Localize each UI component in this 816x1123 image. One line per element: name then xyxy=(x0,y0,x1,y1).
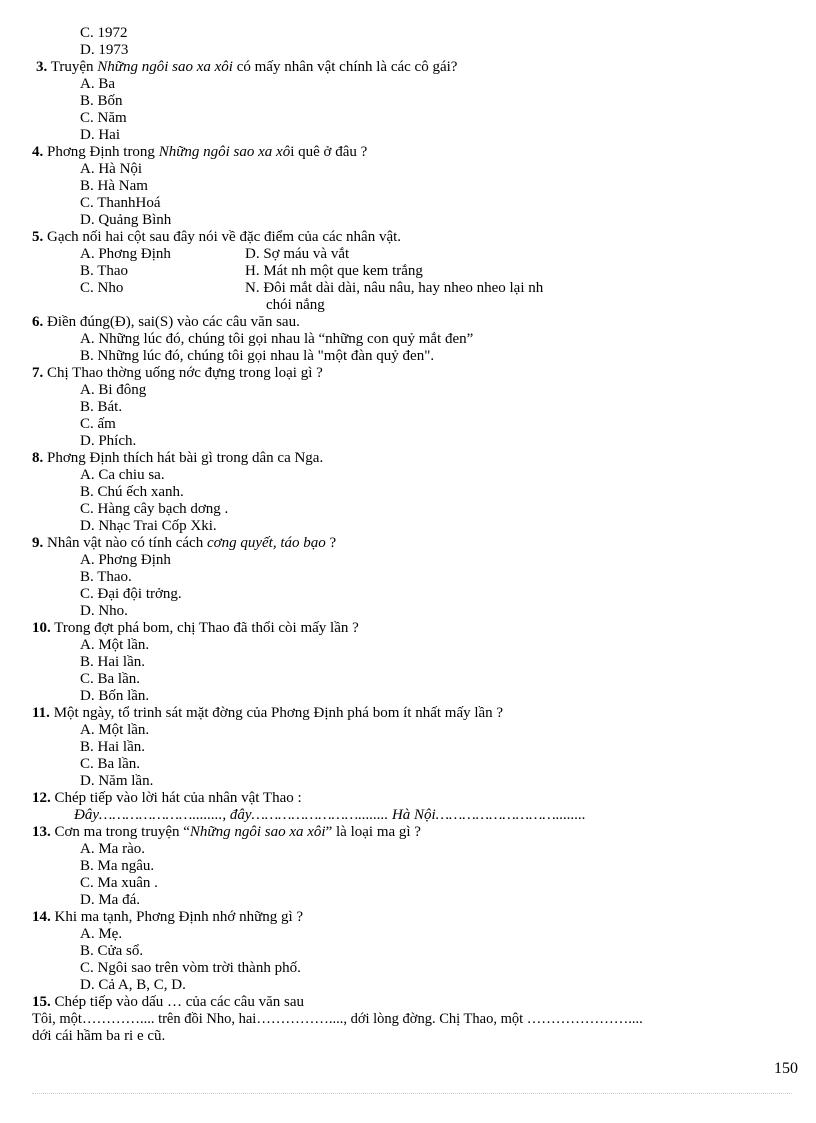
question-10: 10. Trong đợt phá bom, chị Thao đã thổi còi mấy lần ? xyxy=(32,620,359,636)
option-line: A. Hà Nội xyxy=(80,161,143,177)
question-15: 15. Chép tiếp vào dấu … của các câu văn sau xyxy=(32,994,304,1010)
footer-divider xyxy=(32,1093,792,1094)
option-line: D. 1973 xyxy=(80,42,129,58)
option-line: B. Thao. xyxy=(80,569,132,585)
question-11: 11. Một ngày, tổ trinh sát mặt đờng của Phơng Định phá bom ít nhất mấy lần ? xyxy=(32,705,504,721)
option-line: B. Bốn xyxy=(80,93,123,109)
question-14: 14. Khi ma tạnh, Phơng Định nhớ những gì ? xyxy=(32,909,304,925)
question-6: 6. Điền đúng(Đ), sai(S) vào các câu văn sau. xyxy=(32,314,300,330)
option-line: C. Ba lần. xyxy=(80,756,140,772)
option-line: A. Phơng Định xyxy=(80,552,171,568)
option-line: D. Năm lần. xyxy=(80,773,154,789)
option-line: A. Mẹ. xyxy=(80,926,123,942)
option-line: B. Bát. xyxy=(80,399,123,415)
option-line: D. Phích. xyxy=(80,433,137,449)
option-line: D. Nho. xyxy=(80,603,128,619)
option-line: D. Quảng Bình xyxy=(80,212,172,228)
option-line: B. Chú ếch xanh. xyxy=(80,484,184,500)
option-line: B. Hai lần. xyxy=(80,739,145,755)
option-line: C. Ngôi sao trên vòm trời thành phố. xyxy=(80,960,301,976)
option-line: B. Ma ngâu. xyxy=(80,858,155,874)
option-line: C. 1972 xyxy=(80,25,128,41)
option-line: A. Ba xyxy=(80,76,115,92)
fill-sentence-line: Tôi, một………….... trên đồi Nho, hai……………...., dới lòng đờng. Chị Thao, một ………………….... xyxy=(32,1011,643,1027)
option-line: C. Đại đội trởng. xyxy=(80,586,182,602)
option-line: A. Một lần. xyxy=(80,637,150,653)
question-4: 4. Phơng Định trong Những ngôi sao xa xôi quê ở đâu ? xyxy=(32,144,368,160)
question-5: 5. Gạch nối hai cột sau đây nói về đặc điểm của các nhân vật. xyxy=(32,229,402,245)
question-12: 12. Chép tiếp vào lời hát của nhân vật Thao : xyxy=(32,790,302,806)
question-3: 3. Truyện Những ngôi sao xa xôi có mấy nhân vật chính là các cô gái? xyxy=(36,59,458,75)
option-line: C. Ba lần. xyxy=(80,671,140,687)
match-row: A. Phơng Định D. Sợ máu và vắt xyxy=(80,246,350,262)
option-line: D. Cả A, B, C, D. xyxy=(80,977,186,993)
option-line: A. Ma rào. xyxy=(80,841,145,857)
option-line: D. Bốn lần. xyxy=(80,688,150,704)
option-line: C. ấm xyxy=(80,416,116,432)
option-line: B. Cửa sổ. xyxy=(80,943,144,959)
option-line: B. Hà Nam xyxy=(80,178,148,194)
match-continuation: chói nắng xyxy=(266,297,325,313)
option-line: C. Ma xuân . xyxy=(80,875,158,891)
option-line: D. Nhạc Trai Cốp Xki. xyxy=(80,518,217,534)
option-line: C. Năm xyxy=(80,110,127,126)
option-line: B. Hai lần. xyxy=(80,654,145,670)
match-row: C. Nho N. Đôi mắt dài dài, nâu nâu, hay nheo nheo lại nh xyxy=(80,280,544,296)
question-13: 13. Cơn ma trong truyện “Những ngôi sao xa xôi” là loại ma gì ? xyxy=(32,824,421,840)
option-line: B. Những lúc đó, chúng tôi gọi nhau là "một đàn quỷ đen". xyxy=(80,348,435,364)
song-fill-line: Đây…………………........, đây……………………........ Hà Nội………………………........ xyxy=(74,807,586,823)
option-line: D. Hai xyxy=(80,127,120,143)
match-row: B. Thao H. Mát nh một que kem trắng xyxy=(80,263,423,279)
option-line: A. Bi đông xyxy=(80,382,147,398)
question-8: 8. Phơng Định thích hát bài gì trong dân ca Nga. xyxy=(32,450,324,466)
option-line: A. Ca chiu sa. xyxy=(80,467,165,483)
option-line: A. Những lúc đó, chúng tôi gọi nhau là “những con quỷ mắt đen” xyxy=(80,331,474,347)
page-number: 150 xyxy=(774,1060,798,1077)
option-line: D. Ma đá. xyxy=(80,892,140,908)
fill-sentence-line: dới cái hầm ba ri e cũ. xyxy=(32,1028,166,1044)
question-7: 7. Chị Thao thờng uống nớc đựng trong loại gì ? xyxy=(32,365,323,381)
option-line: C. ThanhHoá xyxy=(80,195,161,211)
question-9: 9. Nhân vật nào có tính cách cơng quyết, táo bạo ? xyxy=(32,535,337,551)
option-line: A. Một lần. xyxy=(80,722,150,738)
option-line: C. Hàng cây bạch dơng . xyxy=(80,501,229,517)
